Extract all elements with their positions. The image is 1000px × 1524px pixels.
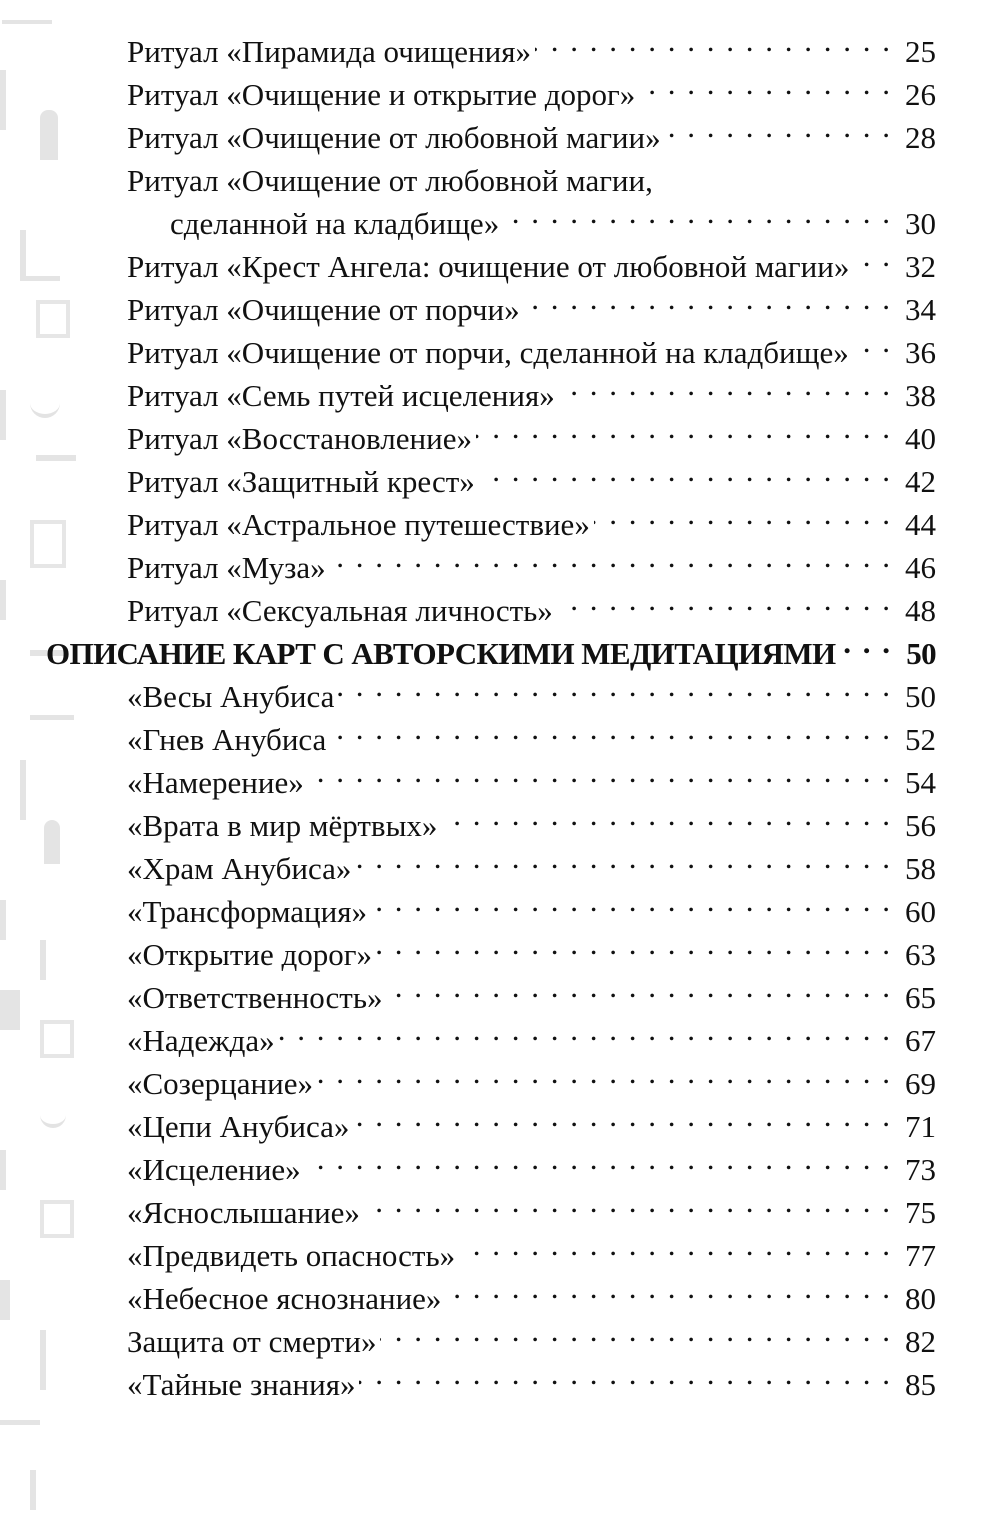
toc-page-number: 40 bbox=[905, 421, 936, 456]
toc-page-number: 71 bbox=[905, 1109, 936, 1144]
toc-page-number: 75 bbox=[905, 1195, 936, 1230]
toc-page-number: 63 bbox=[905, 937, 936, 972]
toc-entry-title: «Гнев Анубиса bbox=[127, 722, 327, 757]
toc-dot-leader bbox=[479, 449, 890, 492]
toc-entry bbox=[0, 1223, 1000, 1273]
toc-entry-title: Ритуал «Восстановление» bbox=[127, 421, 472, 456]
toc-dot-leader bbox=[317, 1051, 890, 1094]
toc-dot-leader bbox=[353, 1094, 890, 1137]
toc-entry-title: «Намерение» bbox=[127, 765, 304, 800]
toc-entry-title: «Предвидеть опасность» bbox=[127, 1238, 456, 1273]
toc-entry-title: Защита от смерти» bbox=[127, 1324, 377, 1359]
toc-dot-leader bbox=[355, 836, 890, 879]
toc-entry bbox=[0, 750, 1000, 800]
toc-dot-leader bbox=[524, 277, 890, 320]
toc-dot-leader bbox=[387, 965, 891, 1008]
toc-page-number: 48 bbox=[905, 593, 936, 628]
toc-entry-title: Ритуал «Очищение от любовной магии» bbox=[127, 120, 661, 155]
toc-entry-title: «Врата в мир мёртвых» bbox=[127, 808, 438, 843]
toc-entry-title: Ритуал «Очищение от порчи» bbox=[127, 292, 520, 327]
toc-entry bbox=[0, 492, 1000, 542]
toc-page-number: 65 bbox=[905, 980, 936, 1015]
toc-entry-title: сделанной на кладбище» bbox=[170, 206, 500, 241]
toc-entry-title: «Надежда» bbox=[127, 1023, 275, 1058]
toc-page-number: 58 bbox=[905, 851, 936, 886]
toc-entry bbox=[0, 879, 1000, 929]
toc-entry-title: Ритуал «Очищение и открытие дорог» bbox=[127, 77, 636, 112]
toc-entry-title: Ритуал «Сексуальная личность» bbox=[127, 593, 553, 628]
glyph-bar-icon bbox=[30, 1470, 36, 1510]
toc-page-number: 77 bbox=[905, 1238, 936, 1273]
toc-dot-leader bbox=[445, 1266, 890, 1309]
toc-entry-title: Ритуал «Очищение от любовной магии, bbox=[127, 163, 653, 198]
toc-entry bbox=[0, 922, 1000, 972]
toc-page-number: 30 bbox=[905, 206, 936, 241]
toc-dot-leader bbox=[338, 664, 890, 707]
toc-page-number: 73 bbox=[905, 1152, 936, 1187]
toc-page-number: 56 bbox=[905, 808, 936, 843]
toc-dot-leader bbox=[380, 1309, 890, 1352]
toc-dot-leader bbox=[559, 363, 890, 406]
toc-page-number: 26 bbox=[905, 77, 936, 112]
toc-entry bbox=[0, 793, 1000, 843]
toc-entry-title: «Ответственность» bbox=[127, 980, 383, 1015]
toc-entry-title: Ритуал «Семь путей исцеления» bbox=[127, 378, 555, 413]
toc-entry bbox=[0, 449, 1000, 499]
toc-entry-title: «Трансформация» bbox=[127, 894, 367, 929]
toc-page-number: 32 bbox=[905, 249, 936, 284]
toc-page-number: 38 bbox=[905, 378, 936, 413]
toc-page-number: 25 bbox=[905, 34, 936, 69]
toc-dot-leader bbox=[305, 1137, 890, 1180]
toc-entry bbox=[0, 1051, 1000, 1101]
toc-dot-leader bbox=[535, 19, 890, 62]
toc-dot-leader bbox=[279, 1008, 890, 1051]
toc-entry bbox=[0, 836, 1000, 886]
toc-entry-title: ОПИСАНИЕ КАРТ С АВТОРСКИМИ МЕДИТАЦИЯМИ bbox=[46, 636, 836, 671]
toc-entry-line bbox=[127, 1352, 936, 1406]
toc-entry-title: «Цепи Анубиса» bbox=[127, 1109, 350, 1144]
toc-dot-leader bbox=[330, 707, 890, 750]
toc-page-number: 50 bbox=[906, 636, 936, 671]
toc-entry bbox=[0, 1137, 1000, 1187]
toc-section-heading bbox=[0, 621, 1000, 671]
glyph-line-icon bbox=[0, 1420, 40, 1425]
toc-entry-title: «Открытие дорог» bbox=[127, 937, 372, 972]
toc-entry-title: «Тайные знания» bbox=[127, 1367, 356, 1402]
toc-dot-leader bbox=[665, 105, 890, 148]
toc-entry bbox=[0, 19, 1000, 69]
toc-entry bbox=[0, 707, 1000, 757]
toc-entry bbox=[0, 191, 1000, 241]
toc-page-number: 34 bbox=[905, 292, 936, 327]
toc-dot-leader bbox=[840, 621, 891, 664]
toc-dot-leader bbox=[376, 922, 890, 965]
toc-dot-leader bbox=[476, 406, 890, 449]
toc-entry-title: Ритуал «Очищение от порчи, сделанной на кладбище» bbox=[127, 335, 849, 370]
toc-entry-title: «Исцеление» bbox=[127, 1152, 301, 1187]
toc-entry-title: Ритуал «Крест Ангела: очищение от любовной магии» bbox=[127, 249, 850, 284]
toc-entry bbox=[0, 965, 1000, 1015]
toc-dot-leader bbox=[557, 578, 890, 621]
toc-entry bbox=[0, 1309, 1000, 1359]
toc-entry bbox=[0, 363, 1000, 413]
toc-entry-title: «Яснослышание» bbox=[127, 1195, 360, 1230]
toc-entry bbox=[0, 320, 1000, 370]
toc-entry bbox=[0, 1352, 1000, 1402]
toc-dot-leader bbox=[639, 62, 890, 105]
toc-entry-title: «Созерцание» bbox=[127, 1066, 313, 1101]
toc-entry-title: «Весы Анубиса bbox=[127, 679, 335, 714]
toc-page-number: 67 bbox=[905, 1023, 936, 1058]
toc-page-number: 36 bbox=[905, 335, 936, 370]
toc-dot-leader bbox=[594, 492, 890, 535]
toc-dot-leader bbox=[853, 234, 890, 277]
toc-page-number: 28 bbox=[905, 120, 936, 155]
toc-entry bbox=[0, 148, 1000, 198]
toc-dot-leader bbox=[364, 1180, 890, 1223]
toc-dot-leader bbox=[330, 535, 890, 578]
toc-page-number: 52 bbox=[905, 722, 936, 757]
toc-page-number: 60 bbox=[905, 894, 936, 929]
toc-entry bbox=[0, 1008, 1000, 1058]
toc-page-number: 69 bbox=[905, 1066, 936, 1101]
toc-entry bbox=[0, 105, 1000, 155]
toc-entry bbox=[0, 277, 1000, 327]
toc-dot-leader bbox=[359, 1352, 890, 1395]
toc-dot-leader bbox=[459, 1223, 890, 1266]
toc-page-number: 46 bbox=[905, 550, 936, 585]
toc-entry bbox=[0, 664, 1000, 714]
toc-entry bbox=[0, 406, 1000, 456]
toc-page-number: 82 bbox=[905, 1324, 936, 1359]
toc-entry-title: Ритуал «Защитный крест» bbox=[127, 464, 475, 499]
toc-entry-title: «Небесное яснознание» bbox=[127, 1281, 442, 1316]
toc-entry bbox=[0, 62, 1000, 112]
toc-entry-title: Ритуал «Астральное путешествие» bbox=[127, 507, 590, 542]
toc-entry bbox=[0, 1094, 1000, 1144]
toc-entry-title: Ритуал «Пирамида очищения» bbox=[127, 34, 531, 69]
toc-page-number: 85 bbox=[905, 1367, 936, 1402]
toc-dot-leader bbox=[371, 879, 890, 922]
toc-page-number: 42 bbox=[905, 464, 936, 499]
toc-page-number: 54 bbox=[905, 765, 936, 800]
toc-dot-leader bbox=[441, 793, 890, 836]
toc-dot-leader bbox=[853, 320, 890, 363]
toc-page-number: 80 bbox=[905, 1281, 936, 1316]
toc-entry-title: «Храм Анубиса» bbox=[127, 851, 352, 886]
toc-entry bbox=[0, 1180, 1000, 1230]
toc-dot-leader bbox=[503, 191, 890, 234]
toc-dot-leader bbox=[308, 750, 890, 793]
toc-page-number: 50 bbox=[905, 679, 936, 714]
toc-entry bbox=[0, 535, 1000, 585]
toc-entry-title: Ритуал «Муза» bbox=[127, 550, 326, 585]
toc-entry bbox=[0, 578, 1000, 628]
toc-entry bbox=[0, 1266, 1000, 1316]
toc-entry bbox=[0, 234, 1000, 284]
toc-page-number: 44 bbox=[905, 507, 936, 542]
